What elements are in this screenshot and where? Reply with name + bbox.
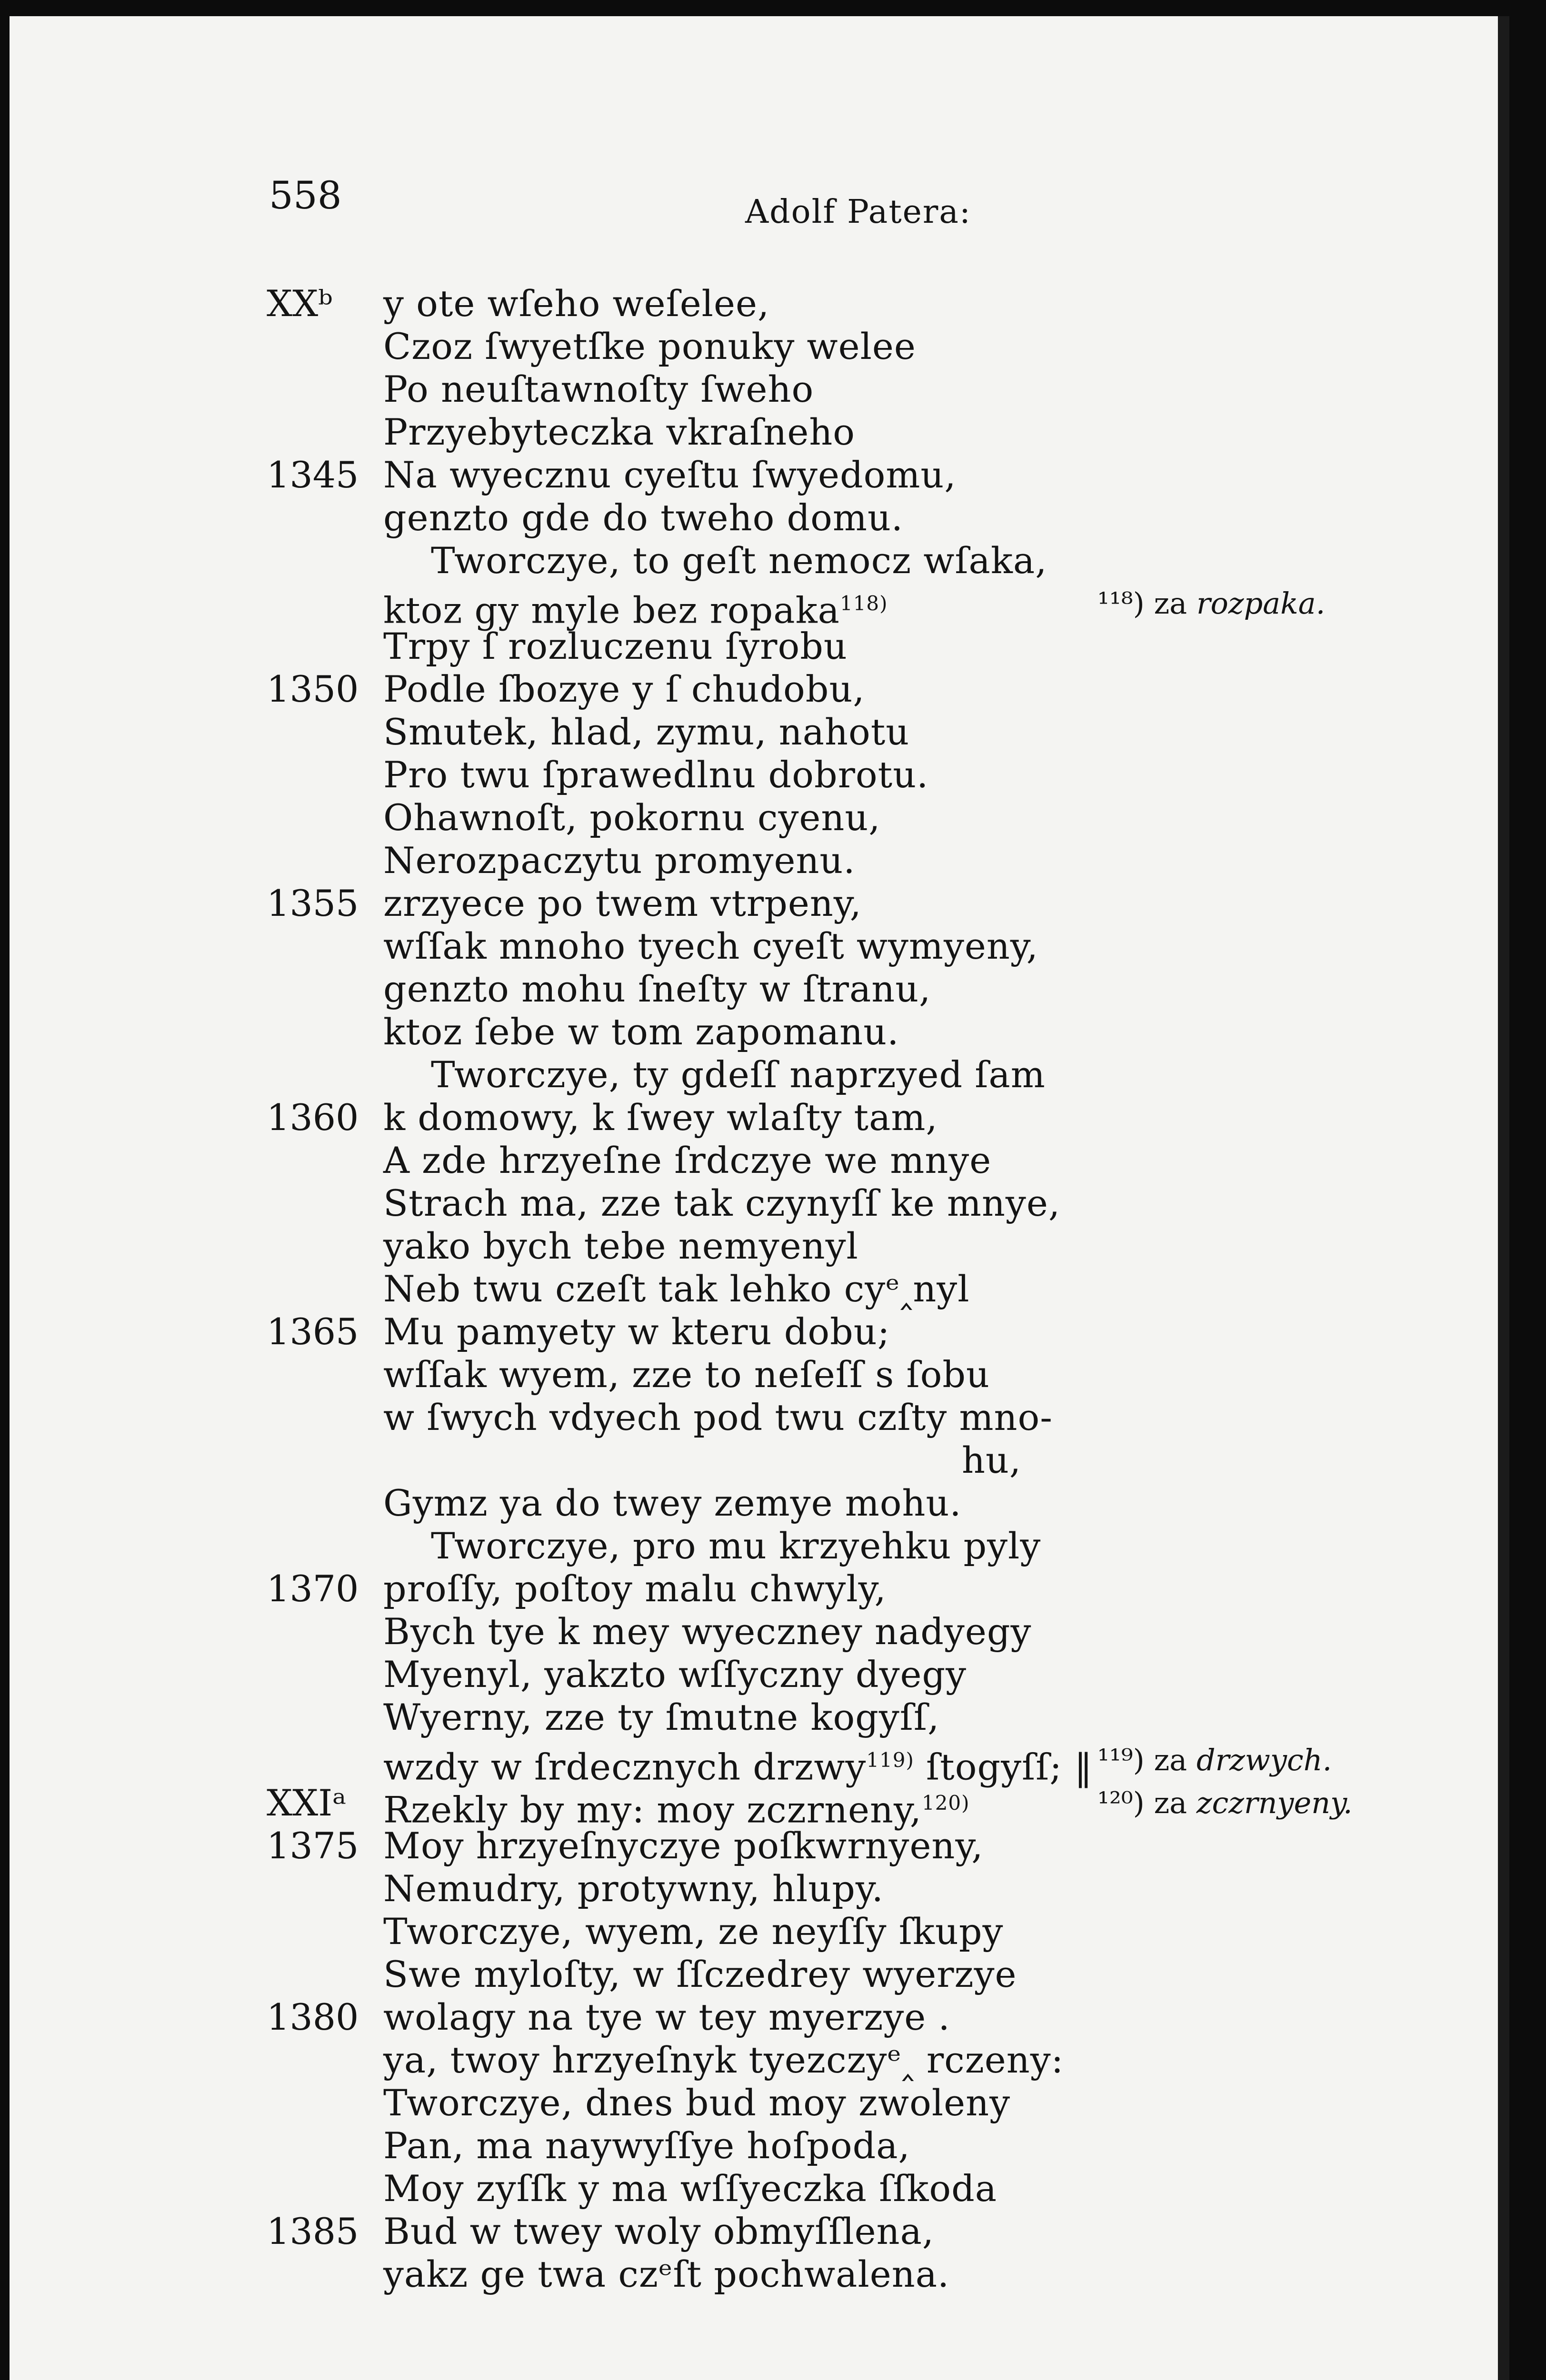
verse-text: Smutek, hlad, zymu, nahotu	[383, 711, 910, 753]
verse-text: Moy hrzyeſnyczye poſkwrnyeny,	[383, 1825, 984, 1867]
verse-text: Po neuſtawnoſty ſweho	[383, 368, 814, 410]
verse-text: Neb twu czeſt tak lehko cyᵉ‸nyl	[383, 1268, 970, 1310]
verse-text: Tworczye, dnes bud moy zwoleny	[383, 2082, 1011, 2124]
footnote-ref: 120)	[921, 1791, 970, 1815]
verse-line	[10, 1140, 1105, 1181]
verse-line	[10, 883, 1105, 924]
verse-text: Tworczye, to geſt nemocz wſaka,	[431, 539, 1047, 582]
line-number: 1370	[267, 1567, 359, 1610]
verse-line	[10, 925, 1105, 967]
verse-line	[10, 1011, 1105, 1053]
line-number: 1375	[267, 1825, 359, 1867]
running-title: Adolf Patera:	[745, 193, 971, 231]
footnote-word: drzwych.	[1196, 1743, 1332, 1777]
footnote-word: zczrnyeny.	[1196, 1785, 1353, 1820]
verse-line	[10, 368, 1105, 410]
verse-line	[10, 1654, 1105, 1696]
verse-line	[10, 1482, 1105, 1524]
footnote-mark: ¹¹⁹)	[1097, 1743, 1154, 1777]
verse-line	[10, 1097, 1105, 1139]
verse-text: Na wyecznu cyeſtu ſwyedomu,	[383, 454, 957, 496]
verse-line	[10, 2211, 1105, 2252]
line-number: 1360	[267, 1096, 359, 1139]
verse-text: wſſak mnoho tyech cyeſt wymyeny,	[383, 925, 1038, 967]
footnote	[1097, 1782, 1353, 1824]
footnote-word: rozpaka.	[1196, 586, 1326, 621]
footnote-mark: ¹¹⁸)	[1097, 586, 1154, 621]
verse-line	[10, 1739, 1105, 1788]
verse-text: Tworczye, wyem, ze neyſſy ſkupy	[383, 1910, 1004, 1953]
verse-line	[10, 1782, 1105, 1831]
verse-line	[10, 1268, 1105, 1310]
verse-text: wolagy na tye w tey myerzye .	[383, 1996, 950, 2038]
verse-text: yakz ge twa czᵉſt pochwalena.	[383, 2253, 950, 2295]
verse-text: wzdy w ſrdecznych drzwy$^{119)}$ ſtogyſſ; ‖	[383, 1745, 1093, 1788]
verse-text: ya, twoy hrzyeſnyk tyezczyᵉ‸ rczeny:	[383, 2039, 1064, 2081]
verse-line	[10, 1996, 1105, 2038]
verse-line	[10, 1397, 1105, 1438]
page	[10, 16, 1509, 2380]
verse-text: Mu pamyety w kteru dobu;	[383, 1310, 890, 1353]
verse-line	[10, 1611, 1105, 1653]
line-number: 1355	[267, 882, 359, 924]
line-number: 1380	[267, 1996, 359, 2038]
verse-text: Moy zyſſk y ma wſſyeczka ſſkoda	[383, 2167, 997, 2210]
verse-text: Tworczye, pro mu krzyehku pyly	[431, 1525, 1041, 1567]
line-number: XXᵇ	[267, 282, 333, 325]
verse-line	[10, 2039, 1105, 2081]
verse-line	[10, 326, 1105, 367]
verse-line	[10, 2082, 1105, 2124]
verse-text: Pro twu ſprawedlnu dobrotu.	[383, 754, 929, 796]
verse-line	[10, 625, 1105, 667]
verse-text: k domowy, k ſwey wlaſty tam,	[383, 1096, 938, 1139]
verse-line	[10, 1825, 1105, 1867]
line-number: 1350	[267, 668, 359, 710]
page-number: 558	[269, 173, 342, 218]
verse-line	[10, 668, 1105, 710]
verse-text: genzto mohu ſneſty w ſtranu,	[383, 968, 931, 1010]
verse-line	[10, 754, 1105, 796]
verse-line	[10, 711, 1105, 753]
verse-line	[10, 1568, 1105, 1610]
verse-text: Czoz ſwyetſke ponuky welee	[383, 325, 916, 367]
verse-line	[10, 1354, 1105, 1396]
verse-text: wſſak wyem, zze to neſeſſ s ſobu	[383, 1353, 990, 1396]
line-number: 1345	[267, 454, 359, 496]
verse-text: proſſy, poſtoy malu chwyly,	[383, 1567, 887, 1610]
verse-text: genzto gde do tweho domu.	[383, 496, 904, 539]
verse-line	[10, 1311, 1105, 1353]
verse-line	[10, 968, 1105, 1010]
verse-line	[10, 797, 1105, 839]
line-number: XXIᵃ	[267, 1782, 347, 1824]
verse-text: w ſwych vdyech pod twu czſty mno-	[383, 1396, 1053, 1438]
verse-line	[10, 1696, 1105, 1738]
verse-line	[10, 1525, 1105, 1567]
verse-text: Nerozpaczytu promyenu.	[383, 839, 856, 882]
verse-text: Tworczye, ty gdeſſ naprzyed ſam	[431, 1053, 1046, 1096]
verse-text: Przyebyteczka vkraſneho	[383, 411, 856, 453]
verse-text: Swe myloſty, w ſſczedrey wyerzye	[383, 1953, 1017, 1995]
verse-line	[10, 1439, 1105, 1481]
verse-line	[10, 1054, 1105, 1096]
verse-text: Trpy ſ rozluczenu ſyrobu	[383, 625, 848, 667]
footnote-prefix: za	[1154, 1743, 1197, 1777]
verse-line	[10, 283, 1105, 325]
footnote-mark: ¹²⁰)	[1097, 1785, 1154, 1820]
footnote-ref: 118)	[839, 592, 888, 615]
line-number: 1365	[267, 1310, 359, 1353]
verse-line	[10, 1954, 1105, 1995]
verse-line	[10, 454, 1105, 496]
verse-text: Ohawnoſt, pokornu cyenu,	[383, 796, 881, 839]
verse-line	[10, 2253, 1105, 2295]
footnote	[1097, 1739, 1332, 1781]
verse-line	[10, 2125, 1105, 2167]
footnote-prefix: za	[1154, 586, 1197, 621]
footnote	[1097, 583, 1325, 625]
footnote-prefix: za	[1154, 1785, 1197, 1820]
verse-text: Wyerny, zze ty ſmutne kogyſſ,	[383, 1696, 940, 1738]
verse-line	[10, 1225, 1105, 1267]
verse-text: Bud w twey woly obmyſſlena,	[383, 2210, 935, 2252]
verse-text: Nemudry, protywny, hlupy.	[383, 1867, 884, 1910]
verse-text: Podle ſbozye y ſ chudobu,	[383, 668, 865, 710]
verse-text: ktoz gy myle bez ropaka$^{118)}$	[383, 589, 888, 632]
footnote-ref: 119)	[866, 1748, 914, 1772]
verse-text: ktoz ſebe w tom zapomanu.	[383, 1011, 899, 1053]
verse-text: hu,	[962, 1439, 1022, 1481]
verse-text: A zde hrzyeſne ſrdczye we mnye	[383, 1139, 992, 1181]
verse-text: Bych tye k mey wyeczney nadyegy	[383, 1610, 1032, 1653]
verse-line	[10, 583, 1105, 632]
verse-line	[10, 497, 1105, 539]
verse-text: zrzyece po twem vtrpeny,	[383, 882, 862, 924]
verse-text: y ote wſeho weſelee,	[383, 282, 770, 325]
verse-text: yako bych tebe nemyenyl	[383, 1225, 858, 1267]
verse-line	[10, 411, 1105, 453]
verse-line	[10, 1868, 1105, 1910]
verse-text: Myenyl, yakzto wſſyczny dyegy	[383, 1653, 967, 1696]
verse-line	[10, 2168, 1105, 2210]
line-number: 1385	[267, 2210, 359, 2252]
verse-text: Rzekly by my: moy zczrneny,$^{120)}$	[383, 1788, 970, 1831]
verse-line	[10, 540, 1105, 582]
verse-line	[10, 840, 1105, 882]
verse-text: Gymz ya do twey zemye mohu.	[383, 1482, 962, 1524]
verse-line	[10, 1182, 1105, 1224]
verse-text: Strach ma, zze tak czynyſſ ke mnye,	[383, 1182, 1060, 1224]
verse-text: Pan, ma naywyſſye hoſpoda,	[383, 2124, 910, 2167]
verse-line	[10, 1911, 1105, 1953]
